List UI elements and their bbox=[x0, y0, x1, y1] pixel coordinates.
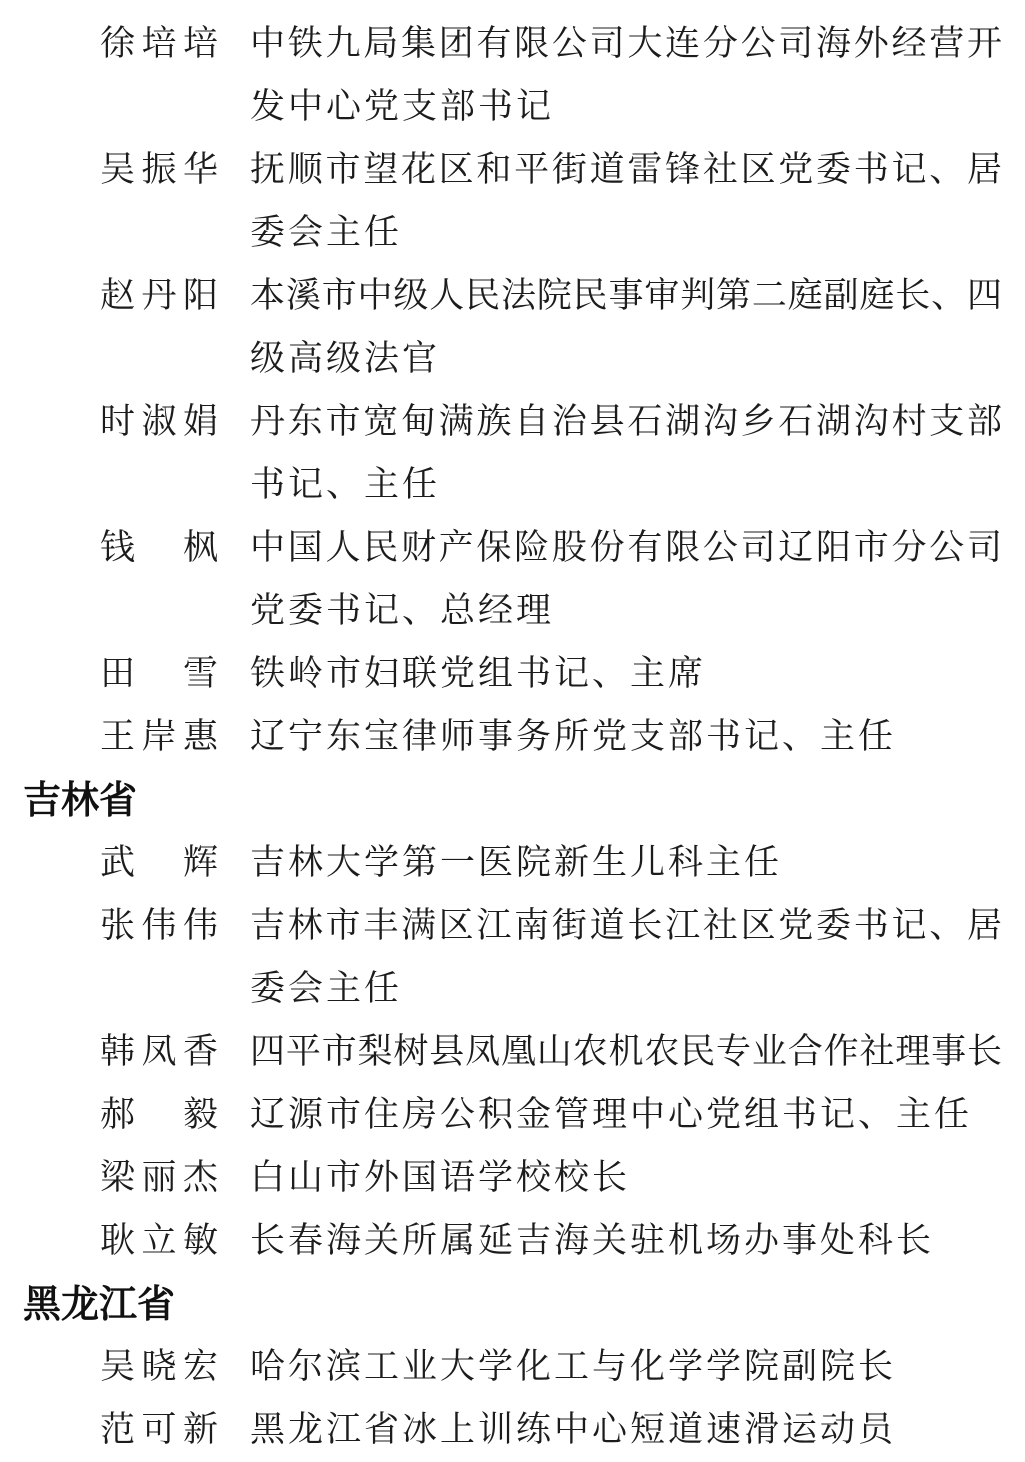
laureate-position bbox=[250, 139, 1002, 265]
laureate-name: 时淑娟 bbox=[100, 402, 218, 442]
laureate-row bbox=[0, 1336, 1025, 1399]
laureate-name: 田 雪 bbox=[100, 654, 218, 694]
laureate-name: 耿立敏 bbox=[100, 1221, 218, 1261]
laureate-name: 徐培培 bbox=[100, 24, 218, 64]
laureate-position bbox=[250, 1147, 1002, 1210]
laureate-row bbox=[0, 139, 1025, 265]
position-line: 委会主任 bbox=[250, 213, 403, 253]
laureate-position bbox=[250, 706, 1002, 769]
laureate-row bbox=[0, 517, 1025, 643]
laureate-position bbox=[250, 1399, 1002, 1462]
position-line: 级高级法官 bbox=[250, 339, 441, 379]
position-line: 党委书记、总经理 bbox=[250, 591, 555, 631]
entry-list bbox=[0, 13, 1025, 769]
position-line: 四平市梨树县凤凰山农机农民专业合作社理事长 bbox=[250, 1032, 1002, 1072]
position-line: 吉林市丰满区江南街道长江社区党委书记、居 bbox=[250, 906, 1002, 946]
position-line: 哈尔滨工业大学化工与化学学院副院长 bbox=[250, 1347, 897, 1387]
laureate-name: 吴振华 bbox=[100, 150, 218, 190]
position-line: 辽源市住房公积金管理中心党组书记、主任 bbox=[250, 1095, 973, 1135]
laureate-row bbox=[0, 1084, 1025, 1147]
laureate-position bbox=[250, 1021, 1002, 1084]
laureate-position bbox=[250, 265, 1002, 391]
position-line: 发中心党支部书记 bbox=[250, 87, 555, 127]
province-section bbox=[0, 13, 1025, 769]
laureate-position bbox=[250, 832, 1002, 895]
position-line: 中国人民财产保险股份有限公司辽阳市分公司 bbox=[250, 528, 1002, 568]
laureate-position bbox=[250, 643, 1002, 706]
laureate-row bbox=[0, 391, 1025, 517]
province-section bbox=[0, 1273, 1025, 1462]
position-line: 委会主任 bbox=[250, 969, 403, 1009]
laureate-name: 武 辉 bbox=[100, 843, 218, 883]
position-line: 白山市外国语学校校长 bbox=[250, 1158, 631, 1198]
laureate-row bbox=[0, 1399, 1025, 1462]
laureate-position bbox=[250, 1084, 1002, 1147]
laureate-row bbox=[0, 643, 1025, 706]
laureate-name: 郝 毅 bbox=[100, 1095, 218, 1135]
position-line: 书记、主任 bbox=[250, 465, 441, 505]
laureate-name: 韩凤香 bbox=[100, 1032, 218, 1072]
laureate-row bbox=[0, 706, 1025, 769]
position-line: 中铁九局集团有限公司大连分公司海外经营开 bbox=[250, 24, 1002, 64]
position-line: 黑龙江省冰上训练中心短道速滑运动员 bbox=[250, 1410, 897, 1450]
province-section bbox=[0, 769, 1025, 1273]
laureate-name: 赵丹阳 bbox=[100, 276, 218, 316]
laureate-row bbox=[0, 832, 1025, 895]
laureate-row bbox=[0, 895, 1025, 1021]
laureate-name: 钱 枫 bbox=[100, 528, 218, 568]
position-line: 抚顺市望花区和平街道雷锋社区党委书记、居 bbox=[250, 150, 1002, 190]
position-line: 铁岭市妇联党组书记、主席 bbox=[250, 654, 707, 694]
laureate-name: 张伟伟 bbox=[100, 906, 218, 946]
entry-list bbox=[0, 832, 1025, 1273]
laureate-name: 王岸惠 bbox=[100, 717, 218, 757]
entry-list bbox=[0, 1336, 1025, 1462]
province-header: 吉林省 bbox=[23, 778, 138, 822]
laureate-position bbox=[250, 1210, 1002, 1273]
laureate-position bbox=[250, 517, 1002, 643]
laureate-name: 范可新 bbox=[100, 1410, 218, 1450]
laureate-position bbox=[250, 13, 1002, 139]
position-line: 吉林大学第一医院新生儿科主任 bbox=[250, 843, 783, 883]
position-line: 辽宁东宝律师事务所党支部书记、主任 bbox=[250, 717, 897, 757]
laureate-position bbox=[250, 1336, 1002, 1399]
position-line: 长春海关所属延吉海关驻机场办事处科长 bbox=[250, 1221, 935, 1261]
position-line: 丹东市宽甸满族自治县石湖沟乡石湖沟村支部 bbox=[250, 402, 1002, 442]
laureate-row bbox=[0, 13, 1025, 139]
laureate-name: 吴晓宏 bbox=[100, 1347, 218, 1387]
laureate-row bbox=[0, 265, 1025, 391]
laureate-row bbox=[0, 1147, 1025, 1210]
laureate-position bbox=[250, 391, 1002, 517]
laureate-position bbox=[250, 895, 1002, 1021]
laureate-row bbox=[0, 1210, 1025, 1273]
laureate-row bbox=[0, 1021, 1025, 1084]
laureate-name: 梁丽杰 bbox=[100, 1158, 218, 1198]
province-header: 黑龙江省 bbox=[23, 1282, 176, 1326]
position-line: 本溪市中级人民法院民事审判第二庭副庭长、四 bbox=[250, 276, 1002, 316]
